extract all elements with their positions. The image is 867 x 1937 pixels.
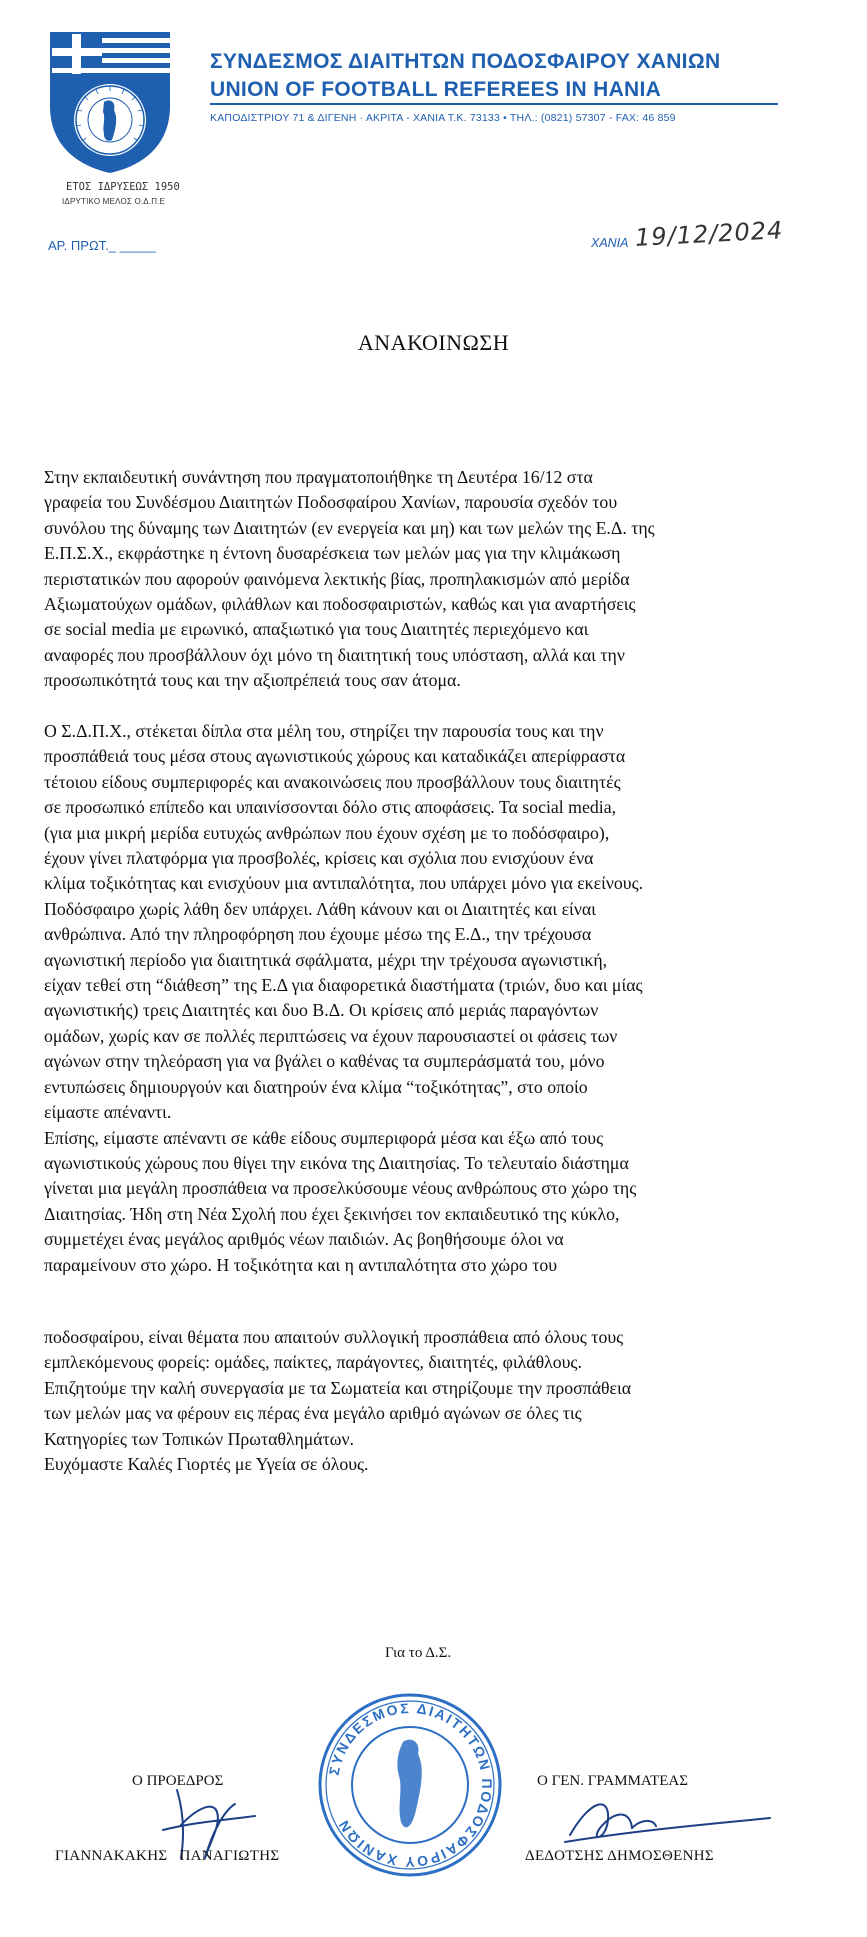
paragraph-3: [44, 1325, 834, 1477]
org-name-english: UNION OF FOOTBALL REFEREES IN HANIA: [210, 78, 662, 101]
text-line: ανθρώπινα. Από την πληροφόρηση που έχουμε μέσω της Ε.Δ., την τρέχουσα: [44, 924, 592, 945]
text-line: Αξιωματούχων ομάδων, φιλάθλων και ποδοσφαιριστών, καθώς και για αναρτήσεις: [44, 594, 636, 615]
protocol-number: ΑΡ. ΠΡΩΤ._ _____: [48, 238, 156, 253]
text-line: περιστατικών που αφορούν φαινόμενα λεκτικής βίας, προπηλακισμών από μερίδα: [44, 568, 630, 589]
document-title: ΑΝΑΚΟΙΝΩΣΗ: [357, 330, 510, 355]
text-line: είμαστε απέναντι.: [44, 1102, 172, 1123]
text-line: των μελών μας να φέρουν εις πέρας ένα μεγάλο αριθμό αγώνων σε όλες τις: [44, 1403, 582, 1424]
text-line: Διαιτησίας. Ήδη στη Νέα Σχολή που έχει ξεκινήσει τον εκπαιδευτικό της κύκλο,: [44, 1203, 620, 1224]
text-line: γραφεία του Συνδέσμου Διαιτητών Ποδοσφαίρου Χανίων, παρουσία σχεδόν του: [44, 492, 618, 513]
org-address: ΚΑΠΟΔΙΣΤΡΙΟΥ 71 & ΔΙΓΕΝΗ · ΑΚΡΙΤΑ - ΧΑΝΙΑ Τ.Κ. 73133 • ΤΗΛ.: (0821) 57307 - FAX: 46 859: [210, 112, 676, 124]
text-line: ποδοσφαίρου, είναι θέματα που απαιτούν συλλογική προσπάθεια από όλους τους: [44, 1327, 624, 1347]
text-line: σε προσωπικό επίπεδο και υπαινίσσονται δόλο στις αποφάσεις. Τα social media,: [44, 797, 617, 818]
stamp-ring-text: ΣΥΝΔΕΣΜΟΣ ΔΙΑΙΤΗΤΩΝ ΠΟΔΟΣΦΑΙΡΟΥ ΧΑΝΙΩΝ: [325, 1699, 496, 1871]
text-line: έχουν γίνει πλατφόρμα για προσβολές, κρίσεις και σχόλια που ενισχύουν ένα: [44, 848, 594, 869]
text-line: αγωνιστικής) τρεις Διαιτητές και δυο Β.Δ. Οι κρίσεις από μεριάς παραγόντων: [44, 1000, 599, 1021]
founded-year: ΕΤΟΣ ΙΔΡΥΣΕΩΣ 1950: [66, 181, 180, 193]
text-line: σε social media με ειρωνικό, απαξιωτικό για τους Διαιτητές περιεχόμενο και: [44, 619, 589, 640]
text-line: συμμετέχει ένας μεγάλος αριθμός νέων παιδιών. Ας βοηθήσουμε όλοι να: [44, 1229, 564, 1250]
text-line: ομάδων, χωρίς καν σε πολλές περιπτώσεις να έχουν παρουσιαστεί οι φάσεις των: [44, 1025, 618, 1046]
text-line: αγώνων στην τηλεόραση για να βγάλει ο καθένας τα συμπεράσματά του, μόνο: [44, 1051, 605, 1072]
text-line: εμπλεκόμενους φορείς: ομάδες, παίκτες, παράγοντες, διαιτητές, φιλάθλους.: [44, 1352, 582, 1373]
header-rule: [210, 103, 778, 105]
president-name: ΓΙΑΝΝΑΚΑΚΗΣ ΠΑΝΑΓΙΩΤΗΣ: [55, 1848, 280, 1864]
secretary-name: ΔΕΔΟΤΣΗΣ ΔΗΜΟΣΘΕΝΗΣ: [525, 1848, 714, 1864]
founding-member-note: ΙΔΡΥΤΙΚΟ ΜΕΛΟΣ Ο.Δ.Π.Ε: [62, 197, 166, 206]
text-line: Ε.Π.Σ.Χ., εκφράστηκε η έντονη δυσαρέσκεια των μελών μας για την κλιμάκωση: [44, 543, 621, 564]
org-name-greek: ΣΥΝΔΕΣΜΟΣ ΔΙΑΙΤΗΤΩΝ ΠΟΔΟΣΦΑΙΡΟΥ ΧΑΝΙΩΝ: [210, 50, 721, 73]
text-line: προσωπικότητά τους και την αξιοπρέπειά τους σαν άτομα.: [44, 670, 461, 691]
date-label: ΧΑΝΙΑ: [591, 236, 629, 250]
text-line: προσπάθειά τους μέσα στους αγωνιστικούς χώρους και καταδικάζει απερίφραστα: [44, 746, 626, 767]
for-board-label: Για το Δ.Σ.: [385, 1645, 452, 1661]
text-line: Κατηγορίες των Τοπικών Πρωταθλημάτων.: [44, 1428, 354, 1449]
text-line: γίνεται μια μεγάλη προσπάθεια να προσελκύσουμε νέους ανθρώπους στο χώρο της: [44, 1178, 637, 1199]
text-line: τέτοιου είδους συμπεριφορές και ανακοινώσεις που προσβάλλουν τους διαιτητές: [44, 771, 621, 792]
text-line: (για μια μικρή μερίδα ευτυχώς ανθρώπων που έχουν σχέση με το ποδόσφαιρο),: [44, 822, 610, 843]
text-line: αγωνιστική περίοδο για διαιτητικά σφάλματα, μέχρι την τρέχουσα αγωνιστική,: [44, 949, 608, 970]
text-line: αγωνιστικούς χώρους που θίγει την εικόνα της Διαιτησίας. Το τελευταίο διάστημα: [44, 1152, 629, 1173]
text-line: Στην εκπαιδευτική συνάντηση που πραγματοποιήθηκε τη Δευτέρα 16/12 στα: [44, 467, 593, 487]
secretary-signature: [560, 1780, 775, 1855]
text-line: Επίσης, είμαστε απέναντι σε κάθε είδους συμπεριφορά μέσα και έξω από τους: [44, 1127, 604, 1148]
official-stamp: [315, 1690, 505, 1880]
text-line: είχαν τεθεί στη “διάθεση” της Ε.Δ για διαφορετικά διαστήματα (τριών, δυο και μίας: [44, 975, 643, 996]
paragraph-2: [44, 719, 834, 1278]
text-line: συνόλου της δύναμης των Διαιτητών (εν ενεργεία και μη) και των μελών της Ε.Δ. της: [44, 517, 655, 538]
text-line: Ευχόμαστε Καλές Γιορτές με Υγεία σε όλους.: [44, 1454, 369, 1475]
text-line: Επιζητούμε την καλή συνεργασία με τα Σωματεία και στηρίζουμε την προσπάθεια: [44, 1377, 632, 1398]
union-crest-logo: [46, 28, 174, 176]
president-title: Ο ΠΡΟΕΔΡΟΣ: [132, 1773, 224, 1789]
date-value: 19/12/2024: [634, 216, 784, 252]
text-line: παραμείνουν στο χώρο. Η τοξικότητα και η αντιπαλότητα στο χώρο του: [44, 1254, 558, 1275]
text-line: Ο Σ.Δ.Π.Χ., στέκεται δίπλα στα μέλη του, στηρίζει την παρουσία τους και την: [44, 721, 604, 741]
text-line: εντυπώσεις δημιουργούν και διατηρούν ένα κλίμα “τοξικότητας”, στο οποίο: [44, 1076, 588, 1097]
text-line: κλίμα τοξικότητας και ενισχύουν μια αντιπαλότητα, που υπάρχει μόνο για εκείνους.: [44, 873, 644, 894]
text-line: αναφορές που προσβάλλουν όχι μόνο τη διαιτητική τους υπόσταση, αλλά και την: [44, 644, 625, 665]
secretary-title: Ο ΓΕΝ. ΓΡΑΜΜΑΤΕΑΣ: [537, 1773, 688, 1789]
text-line: Ποδόσφαιρο χωρίς λάθη δεν υπάρχει. Λάθη κάνουν και οι Διαιτητές και είναι: [44, 898, 596, 919]
paragraph-1: [44, 465, 834, 694]
